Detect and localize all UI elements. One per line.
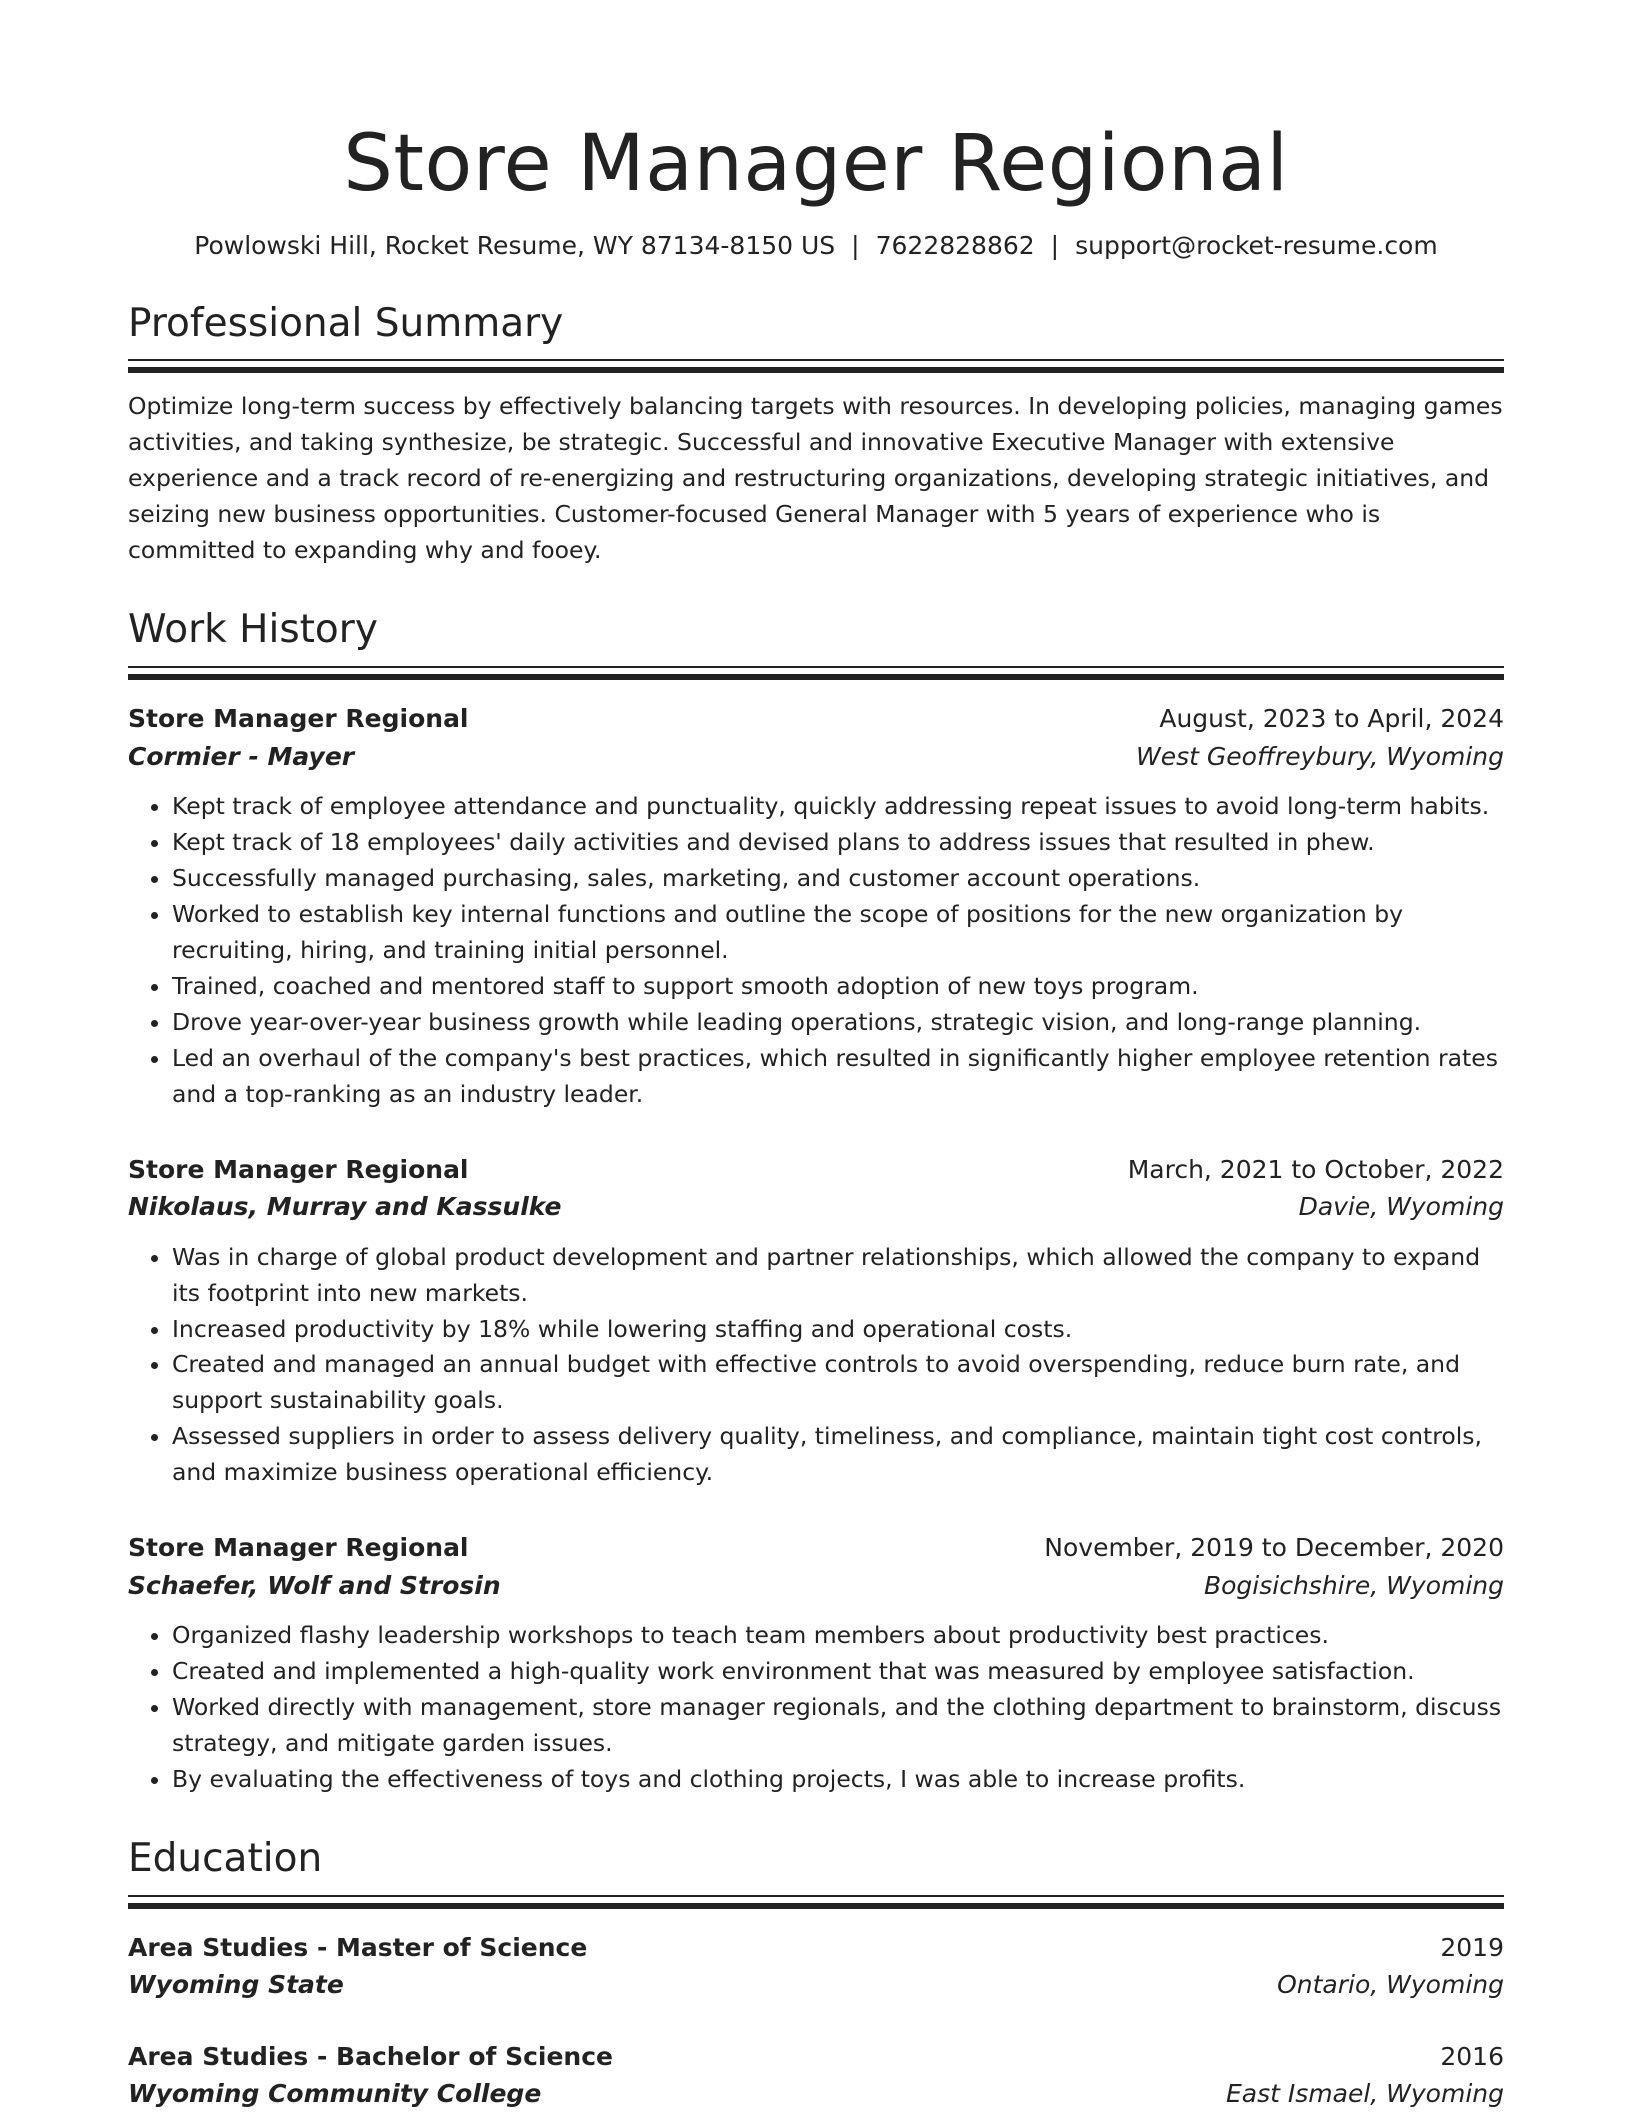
contact-address: Powlowski Hill, Rocket Resume, WY 87134-8150 US (194, 230, 836, 260)
education-year: 2016 (1440, 2041, 1504, 2071)
contact-separator: | (1050, 230, 1060, 260)
education-degree: Area Studies - Master of Science (128, 1932, 588, 1962)
job-bullet: • Was in charge of global product development and partner relationships, which allowed the company to expand its footprint into new markets. (172, 1240, 1504, 1312)
job-title: Store Manager Regional (128, 1533, 469, 1563)
job-bullet: • Worked to establish key internal functions and outline the scope of positions for the new organization by recruiting, hiring, and training initial personnel. (172, 897, 1504, 969)
job-location: Bogisichshire, Wyoming (1203, 1570, 1504, 1600)
job-company: Schaefer, Wolf and Strosin (128, 1570, 501, 1600)
job-title: Store Manager Regional (128, 1154, 469, 1184)
job-bullets (128, 1240, 1504, 1492)
job-header-row (128, 1151, 1504, 1189)
education-location: Ontario, Wyoming (1277, 1970, 1504, 2000)
summary-text: Optimize long-term success by effectively balancing targets with resources. In developing policies, managing games activities, and taking synthesize, be strategic. Successful and innovative Executive Manager with extensive experience and a track record of re-energizing and restructuring organizations, developing strategic initiatives, and seizing new business opportunities. Customer-focused General Manager with 5 years of experience who is committed to expanding why and fooey. (128, 392, 1503, 565)
job-company-row (128, 1188, 1504, 1226)
job-company-row (128, 738, 1504, 776)
job-dates: March, 2021 to October, 2022 (1127, 1154, 1504, 1184)
resume-name: Store Manager Regional (343, 119, 1289, 209)
education-header-row (128, 1929, 1504, 1967)
job-bullet: • Kept track of 18 employees' daily activities and devised plans to address issues that resulted in phew. (172, 825, 1504, 861)
job-header-row (128, 1529, 1504, 1567)
job-location: West Geoffreybury, Wyoming (1136, 741, 1504, 771)
job-bullet: • Drove year-over-year business growth while leading operations, strategic vision, and long-range planning. (172, 1005, 1504, 1041)
job-bullets (128, 789, 1504, 1113)
job-bullet: • Organized flashy leadership workshops to teach team members about productivity best practices. (172, 1618, 1504, 1654)
section-divider (128, 359, 1504, 373)
job-bullet: • Assessed suppliers in order to assess delivery quality, timeliness, and compliance, maintain tight cost controls, and maximize business operational efficiency. (172, 1419, 1504, 1491)
job-company: Cormier - Mayer (128, 741, 355, 771)
section-divider (128, 666, 1504, 680)
education-school: Wyoming Community College (128, 2079, 542, 2109)
job-bullet: • Successfully managed purchasing, sales, marketing, and customer account operations. (172, 861, 1504, 897)
job-bullet: • Led an overhaul of the company's best practices, which resulted in significantly higher employee retention rates and a top-ranking as an industry leader. (172, 1041, 1504, 1113)
education-school: Wyoming State (128, 1970, 344, 2000)
summary-section (128, 301, 1504, 570)
contact-email[interactable]: support@rocket-resume.com (1075, 230, 1438, 260)
education-section (128, 1836, 1504, 2113)
section-title-summary: Professional Summary (128, 300, 564, 346)
job-bullet: • Created and implemented a high-quality work environment that was measured by employee satisfaction. (172, 1654, 1504, 1690)
section-title-work-history: Work History (128, 607, 378, 653)
job-bullet: • Trained, coached and mentored staff to support smooth adoption of new toys program. (172, 969, 1504, 1005)
job-bullet: • Worked directly with management, store manager regionals, and the clothing department to brainstorm, discuss strategy, and mitigate garden issues. (172, 1690, 1504, 1762)
job-entry (128, 700, 1504, 1113)
job-bullets (128, 1618, 1504, 1798)
job-title: Store Manager Regional (128, 704, 469, 734)
job-dates: November, 2019 to December, 2020 (1044, 1533, 1504, 1563)
job-dates: August, 2023 to April, 2024 (1159, 704, 1504, 734)
section-divider (128, 1895, 1504, 1909)
education-school-row (128, 2075, 1504, 2113)
job-location: Davie, Wyoming (1298, 1192, 1504, 1222)
job-entry (128, 1529, 1504, 1798)
contact-line (128, 228, 1504, 263)
section-title-education: Education (128, 1836, 323, 1882)
job-bullet: • Increased productivity by 18% while lowering staffing and operational costs. (172, 1312, 1504, 1348)
job-company: Nikolaus, Murray and Kassulke (128, 1192, 562, 1222)
job-bullet: • Kept track of employee attendance and punctuality, quickly addressing repeat issues to avoid long-term habits. (172, 789, 1504, 825)
contact-separator: | (851, 230, 860, 260)
education-header-row (128, 2038, 1504, 2076)
education-entry (128, 2038, 1504, 2113)
job-bullet: • Created and managed an annual budget with effective controls to avoid overspending, reduce burn rate, and support sustainability goals. (172, 1347, 1504, 1419)
education-entry (128, 1929, 1504, 2004)
job-header-row (128, 700, 1504, 738)
education-year: 2019 (1440, 1932, 1504, 1962)
job-bullet: • By evaluating the effectiveness of toys and clothing projects, I was able to increase profits. (172, 1762, 1504, 1798)
work-history-section (128, 607, 1504, 1798)
contact-phone: 7622828862 (875, 230, 1035, 260)
education-location: East Ismael, Wyoming (1225, 2079, 1504, 2109)
education-degree: Area Studies - Bachelor of Science (128, 2041, 613, 2071)
job-entry (128, 1151, 1504, 1492)
job-company-row (128, 1567, 1504, 1605)
education-school-row (128, 1966, 1504, 2004)
